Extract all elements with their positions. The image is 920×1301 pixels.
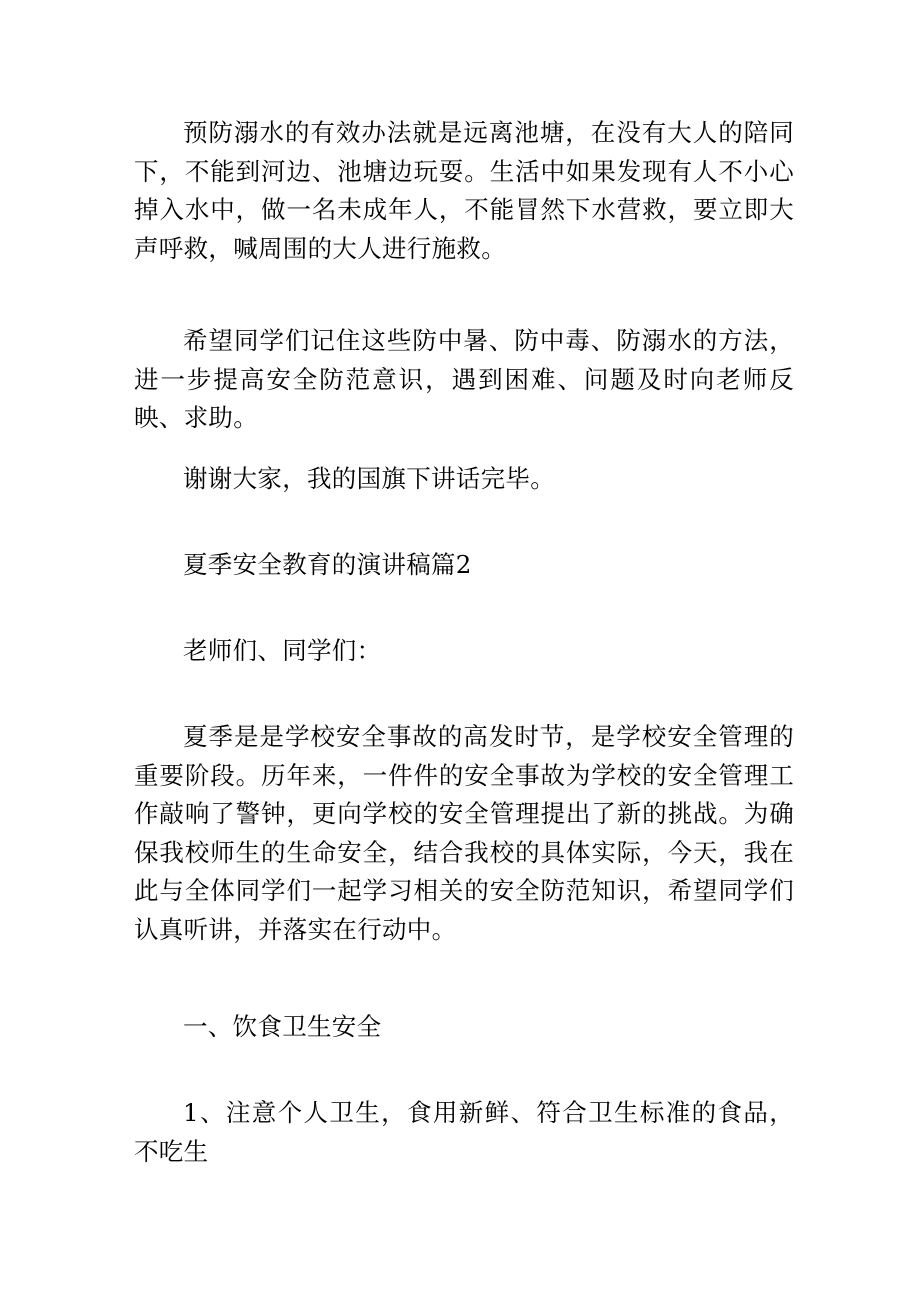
paragraph-summer-safety-intro: 夏季是是学校安全事故的高发时节，是学校安全管理的重要阶段。历年来，一件件的安全事故为学校的安全管理工作敲响了警钟，更向学校的安全管理提出了新的挑战。为确保我校师生的生命安全，结合我校的具体实际，今天，我在此与全体同学们一起学习相关的安全防范知识，希望同学们认真听讲，并落实在行动中。 [134, 722, 794, 944]
heading-food-hygiene: 一、饮食卫生安全 [183, 1012, 382, 1041]
paragraph-drowning-prevention: 预防溺水的有效办法就是远离池塘，在没有大人的陪同下，不能到河边、池塘边玩耍。生活中如果发现有人不小心掉入水中，做一名未成年人，不能冒然下水营救，要立即大声呼救，喊周围的大人进行施救。 [134, 118, 794, 263]
paragraph-greeting: 老师们、同学们： [183, 636, 382, 665]
section-title: 夏季安全教育的演讲稿篇2 [183, 550, 472, 579]
paragraph-safety-awareness: 希望同学们记住这些防中暑、防中毒、防溺水的方法，进一步提高安全防范意识，遇到困难、问题及时向老师反映、求助。 [134, 326, 794, 432]
paragraph-closing-thanks: 谢谢大家，我的国旗下讲话完毕。 [183, 464, 555, 493]
paragraph-personal-hygiene: 1、注意个人卫生，食用新鲜、符合卫生标准的食品，不吃生 [134, 1098, 794, 1166]
